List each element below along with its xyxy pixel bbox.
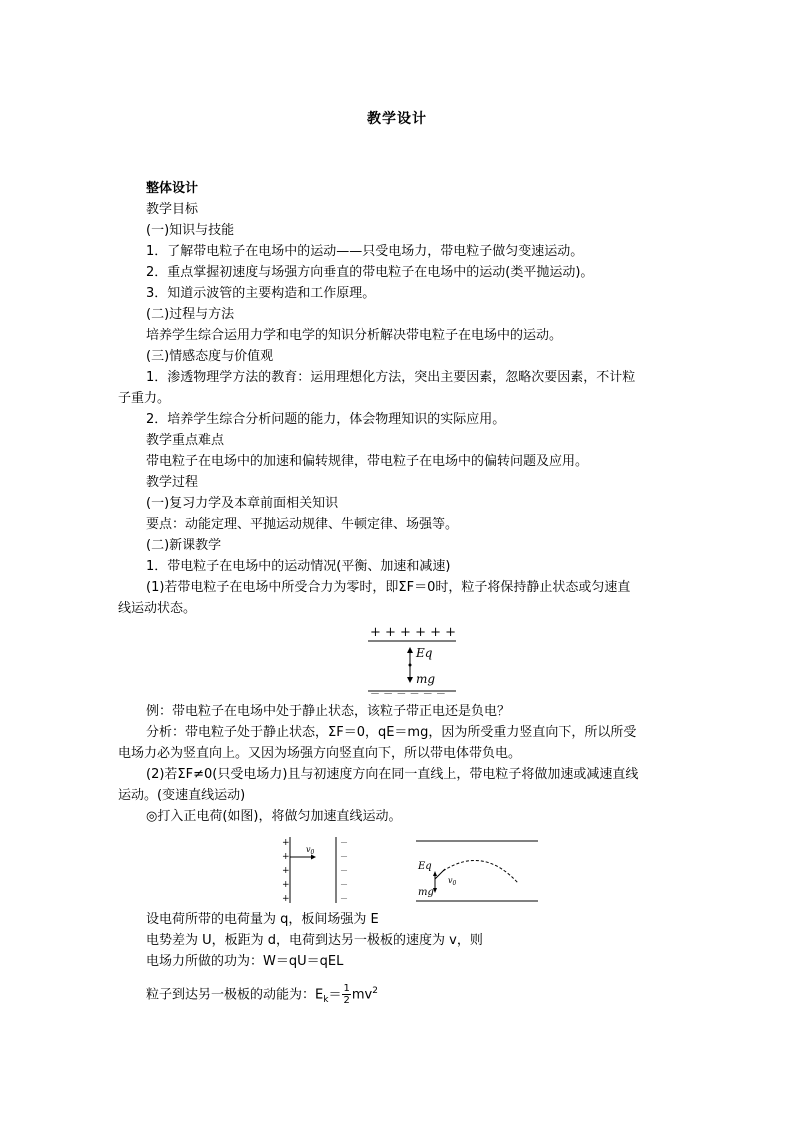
down-arrow-icon: [407, 677, 413, 683]
paragraph: 1．渗透物理学方法的教育：运用理想化方法，突出主要因素，忽略次要因素，不计粒: [146, 370, 636, 385]
paragraph: 1．带电粒子在电场中的运动情况(平衡、加速和减速): [146, 559, 451, 574]
paragraph: 电势差为 U，板距为 d，电荷到达另一极板的速度为 v，则: [146, 933, 483, 948]
paragraph: 设电荷所带的电荷量为 q，板间场强为 E: [146, 912, 379, 927]
heading-key-points: 教学重点难点: [146, 433, 225, 448]
paragraph: 培养学生综合运用力学和电学的知识分析解决带电粒子在电场中的运动。: [146, 328, 563, 343]
negative-plate-signs: [340, 838, 348, 903]
numerator: 1: [343, 983, 350, 995]
minus-sign: －: [340, 894, 348, 903]
label-mg: mg: [416, 672, 436, 686]
label-v0: $v_0$: [448, 876, 457, 887]
document-body: [118, 178, 698, 1013]
minus-sign: －: [340, 852, 348, 861]
plus-sign: +: [282, 894, 290, 904]
minus-sign: －: [340, 880, 348, 889]
formula-kinetic-energy: [118, 978, 698, 1013]
subheading-process: (二)过程与方法: [146, 307, 235, 322]
heading-teaching-goals: 教学目标: [146, 202, 199, 217]
label-v0: $v_0$: [306, 845, 315, 856]
label-mg: mg: [418, 887, 434, 898]
subscript-k: k: [323, 994, 329, 1005]
denominator: 2: [343, 995, 350, 1007]
particle-dot: [409, 664, 412, 667]
subheading-review: (一)复习力学及本章前面相关知识: [146, 496, 339, 511]
formula-mv: mv: [351, 987, 373, 1003]
paragraph: ◎打入正电荷(如图)，将做匀加速直线运动。: [146, 809, 402, 824]
paragraph: 例：带电粒子在电场中处于静止状态，该粒子带正电还是负电？: [146, 704, 511, 719]
subheading-attitude: (三)情感态度与价值观: [146, 349, 274, 364]
label-eq: Eq: [418, 861, 432, 872]
plus-sign: +: [282, 880, 290, 890]
paragraph: 分析：带电粒子处于静止状态，ΣF＝0，qE＝mg，因为所受重力竖直向下，所以所受: [146, 725, 637, 740]
positive-plate-signs: [282, 838, 290, 904]
minus-sign: －: [340, 838, 348, 847]
acceleration-diagram: [118, 835, 698, 905]
subheading-knowledge: (一)知识与技能: [146, 223, 235, 238]
figure-acceleration: [118, 835, 698, 905]
paragraph: (2)若ΣF≠0(只受电场力)且与初速度方向在同一直线上，带电粒子将做加速或减速直线: [146, 767, 639, 782]
subheading-new-lesson: (二)新课教学: [146, 538, 222, 553]
negative-plate-signs: － － － － － －: [370, 689, 446, 697]
up-arrow-icon: [407, 647, 413, 653]
paragraph-continued: 电场力必为竖直向上。又因为场强方向竖直向下，所以带电体带负电。: [118, 746, 522, 761]
plus-sign: +: [282, 866, 290, 876]
plus-sign: +: [282, 852, 290, 862]
paragraph: 2．培养学生综合分析问题的能力，体会物理知识的实际应用。: [146, 412, 506, 427]
heading-teaching-process: 教学过程: [146, 475, 199, 490]
paragraph: 电场力所做的功为：W＝qU＝qEL: [146, 954, 344, 969]
positive-plate-signs: + + + + + +: [370, 625, 457, 640]
static-charge-diagram: [118, 623, 698, 697]
up-arrow-icon: [433, 871, 437, 876]
figure-static-charge: [118, 623, 698, 697]
paragraph: 带电粒子在电场中的加速和偏转规律，带电粒子在电场中的偏转问题及应用。: [146, 454, 589, 469]
label-eq: Eq: [416, 646, 433, 660]
superscript-2: 2: [372, 986, 378, 996]
paragraph-continued: 子重力。: [118, 391, 171, 406]
paragraph: 2．重点掌握初速度与场强方向垂直的带电粒子在电场中的运动(类平抛运动)。: [146, 265, 594, 280]
minus-sign: －: [340, 866, 348, 875]
paragraph: (1)若带电粒子在电场中所受合力为零时，即ΣF＝0时，粒子将保持静止状态或匀速直: [146, 580, 631, 595]
page-title: 教学设计: [367, 111, 427, 127]
fraction-half: [342, 983, 350, 1006]
paragraph: 要点：动能定理、平抛运动规律、牛顿定律、场强等。: [146, 517, 459, 532]
heading-overall-design: 整体设计: [146, 181, 199, 196]
equals-sign: ＝: [328, 987, 342, 1003]
formula-prefix: 粒子到达另一极板的动能为：E: [146, 987, 324, 1003]
paragraph: 3．知道示波管的主要构造和工作原理。: [146, 286, 376, 301]
paragraph: 1．了解带电粒子在电场中的运动——只受电场力，带电粒子做匀变速运动。: [146, 244, 584, 259]
paragraph-continued: 线运动状态。: [118, 601, 197, 616]
plus-sign: +: [282, 838, 290, 848]
paragraph-continued: 运动。(变速直线运动): [118, 788, 246, 803]
